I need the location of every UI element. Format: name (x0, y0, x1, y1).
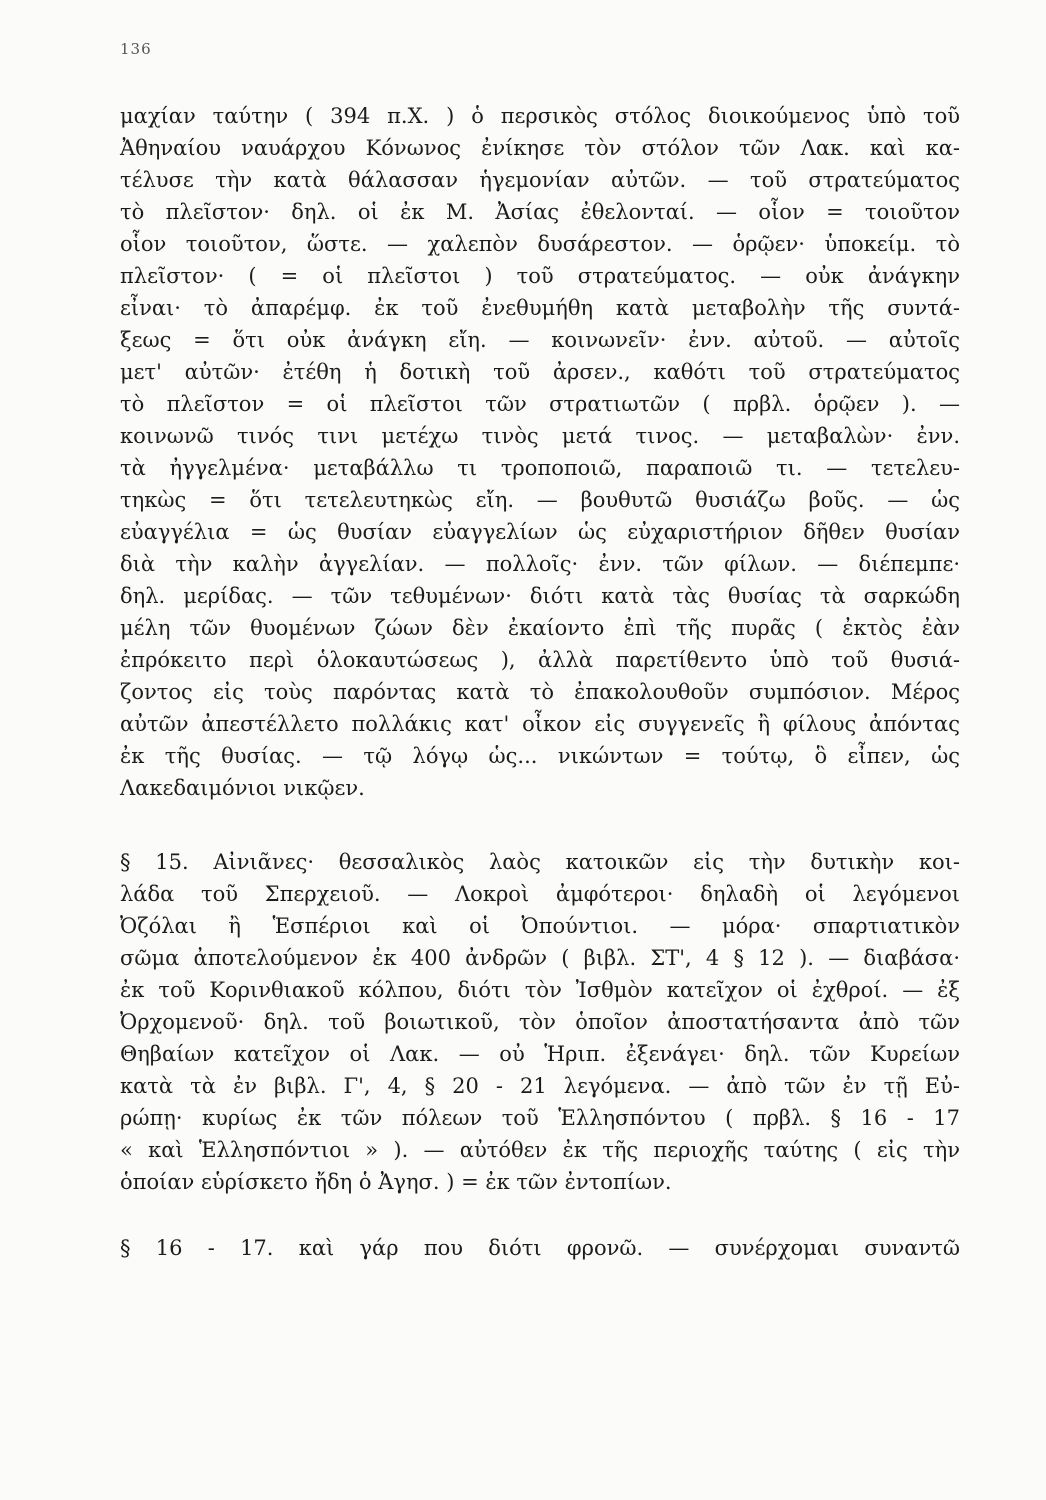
text-line: τέλυσε τὴν κατὰ θάλασσαν ἡγεμονίαν αὐτῶν. — τοῦ στρατεύματος (120, 168, 960, 192)
text-line: Ὀρχομενοῦ· δηλ. τοῦ βοιωτικοῦ, τὸν ὁποῖον ἀποστατήσαντα ἀπὸ τῶν (120, 1010, 960, 1034)
text-line: ζοντος εἰς τοὺς παρόντας κατὰ τὸ ἐπακολουθοῦν συμπόσιον. Μέρος (120, 680, 960, 704)
text-line: Ἀθηναίου ναυάρχου Κόνωνος ἐνίκησε τὸν στόλον τῶν Λακ. καὶ κα- (120, 136, 960, 160)
text-line: οἷον τοιοῦτον, ὥστε. — χαλεπὸν δυσάρεστον. — ὁρῷεν· ὑποκείμ. τὸ (120, 232, 960, 256)
text-line: Λακεδαιμόνιοι νικῷεν. (120, 776, 365, 800)
text-line: κοινωνῶ τινός τινι μετέχω τινὸς μετά τινος. — μεταβαλὼν· ἐνν. (120, 424, 960, 448)
text-line: μαχίαν ταύτην ( 394 π.Χ. ) ὁ περσικὸς στόλος διοικούμενος ὑπὸ τοῦ (120, 104, 960, 128)
text-line: ἐκ τοῦ Κορινθιακοῦ κόλπου, διότι τὸν Ἰσθμὸν κατεῖχον οἱ ἐχθροί. — ἐξ (120, 978, 960, 1002)
text-line: « καὶ Ἑλλησπόντιοι » ). — αὐτόθεν ἐκ τῆς περιοχῆς ταύτης ( εἰς τὴν (120, 1138, 960, 1162)
text-line: κατὰ τὰ ἐν βιβλ. Γ', 4, § 20 - 21 λεγόμενα. — ἀπὸ τῶν ἐν τῇ Εὐ- (120, 1074, 960, 1098)
text-line: λάδα τοῦ Σπερχειοῦ. — Λοκροὶ ἀμφότεροι· δηλαδὴ οἱ λεγόμενοι (120, 882, 960, 906)
text-line: πλεῖστον· ( = οἱ πλεῖστοι ) τοῦ στρατεύματος. — οὐκ ἀνάγκην (120, 264, 960, 288)
page-number: 136 (120, 40, 152, 58)
text-line: ἐπρόκειτο περὶ ὁλοκαυτώσεως ), ἀλλὰ παρετίθεντο ὑπὸ τοῦ θυσιά- (120, 648, 960, 672)
text-line: τὸ πλεῖστον = οἱ πλεῖστοι τῶν στρατιωτῶν ( πρβλ. ὁρῷεν ). — (120, 392, 960, 416)
text-line: τὸ πλεῖστον· δηλ. οἱ ἐκ Μ. Ἀσίας ἐθελονταί. — οἷον = τοιοῦτον (120, 200, 960, 224)
text-line: διὰ τὴν καλὴν ἀγγελίαν. — πολλοῖς· ἐνν. τῶν φίλων. — διέπεμπε· (120, 552, 960, 576)
text-line: εὐαγγέλια = ὡς θυσίαν εὐαγγελίων ὡς εὐχαριστήριον δῆθεν θυσίαν (120, 520, 960, 544)
text-line: Θηβαίων κατεῖχον οἱ Λακ. — οὐ Ἡριπ. ἐξενάγει· δηλ. τῶν Κυρείων (120, 1042, 960, 1066)
text-line: σῶμα ἀποτελούμενον ἐκ 400 ἀνδρῶν ( βιβλ. ΣΤ', 4 § 12 ). — διαβάσα· (120, 946, 960, 970)
text-line: μέλη τῶν θυομένων ζώων δὲν ἐκαίοντο ἐπὶ τῆς πυρᾶς ( ἐκτὸς ἐὰν (120, 616, 960, 640)
paragraph-gap (120, 1198, 960, 1232)
text-line: § 16 - 17. καὶ γάρ που διότι φρονῶ. — συνέρχομαι συναντῶ (120, 1236, 960, 1260)
text-line: ρώπῃ· κυρίως ἐκ τῶν πόλεων τοῦ Ἑλλησπόντου ( πρβλ. § 16 - 17 (120, 1106, 960, 1130)
text-line: μετ' αὐτῶν· ἐτέθη ἡ δοτικὴ τοῦ ἀρσεν., καθότι τοῦ στρατεύματος (120, 360, 960, 384)
text-line: τηκὼς = ὅτι τετελευτηκὼς εἴη. — βουθυτῶ θυσιάζω βοῦς. — ὡς (120, 488, 960, 512)
paragraph-gap (120, 804, 960, 846)
text-line: § 15. Αἰνιᾶνες· θεσσαλικὸς λαὸς κατοικῶν εἰς τὴν δυτικὴν κοι- (120, 850, 960, 874)
paragraph-section-16-17 (120, 1232, 960, 1264)
text-line: ὁποίαν εὑρίσκετο ἤδη ὁ Ἀγησ. ) = ἐκ τῶν ἐντοπίων. (120, 1170, 672, 1194)
text-line: τὰ ἠγγελμένα· μεταβάλλω τι τροποποιῶ, παραποιῶ τι. — τετελευ- (120, 456, 960, 480)
text-line: δηλ. μερίδας. — τῶν τεθυμένων· διότι κατὰ τὰς θυσίας τὰ σαρκώδη (120, 584, 960, 608)
text-line: ἐκ τῆς θυσίας. — τῷ λόγῳ ὡς... νικώντων = τούτῳ, ὃ εἶπεν, ὡς (120, 744, 960, 768)
text-line: ξεως = ὅτι οὐκ ἀνάγκη εἴη. — κοινωνεῖν· ἐνν. αὐτοῦ. — αὐτοῖς (120, 328, 960, 352)
text-line: αὐτῶν ἀπεστέλλετο πολλάκις κατ' οἶκον εἰς συγγενεῖς ἢ φίλους ἀπόντας (120, 712, 960, 736)
text-line: Ὀζόλαι ἢ Ἑσπέριοι καὶ οἱ Ὀπούντιοι. — μόρα· σπαρτιατικὸν (120, 914, 960, 938)
paragraph-commentary-14 (120, 100, 960, 804)
paragraph-section-15 (120, 846, 960, 1198)
text-line: εἶναι· τὸ ἀπαρέμφ. ἐκ τοῦ ἐνεθυμήθη κατὰ μεταβολὴν τῆς συντά- (120, 296, 960, 320)
page-body (120, 100, 960, 1264)
